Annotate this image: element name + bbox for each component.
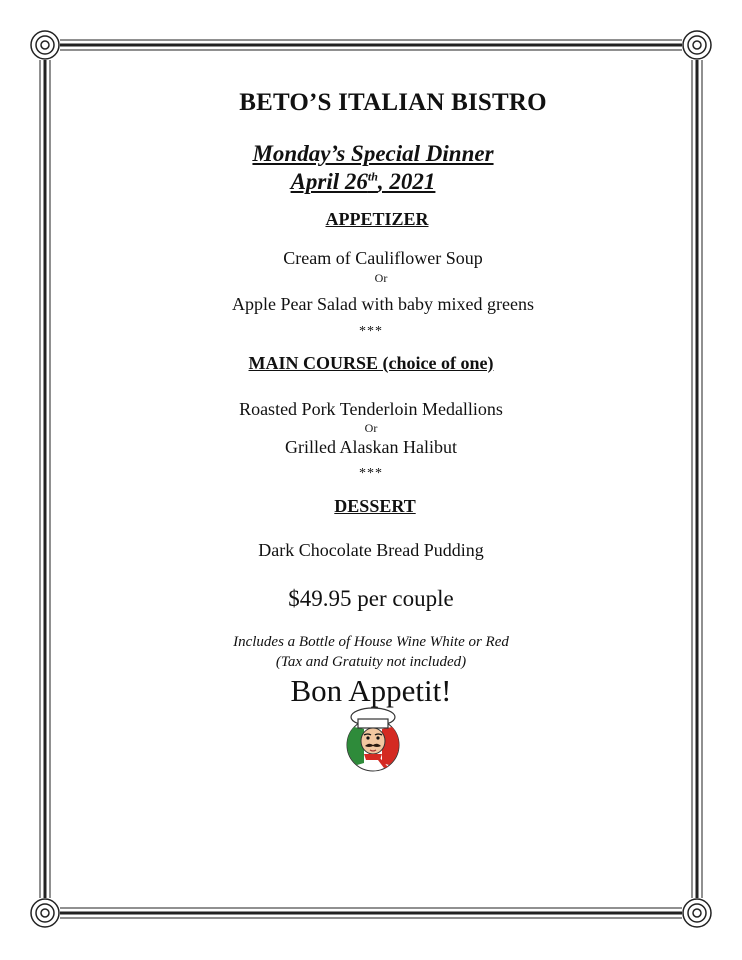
main-option-pork: Roasted Pork Tenderloin Medallions	[239, 399, 503, 419]
date-main: April 26	[290, 169, 368, 194]
closing-greeting: Bon Appetit!	[290, 673, 452, 708]
special-date-line	[0, 168, 742, 196]
main-course-heading: MAIN COURSE (choice of one)	[248, 353, 494, 373]
special-day-line: Monday’s Special Dinner	[252, 141, 494, 166]
separator-1: ***	[359, 324, 383, 339]
restaurant-title: BETO’S ITALIAN BISTRO	[239, 89, 547, 116]
dessert-item: Dark Chocolate Bread Pudding	[258, 540, 484, 560]
date-year: , 2021	[377, 169, 436, 194]
price: $49.95 per couple	[288, 586, 454, 611]
appetizer-option-salad: Apple Pear Salad with baby mixed greens	[232, 294, 534, 314]
date-ordinal: th	[367, 169, 378, 184]
special-dinner-heading	[2, 140, 742, 196]
main-or: Or	[364, 421, 378, 435]
chef-mascot-icon	[340, 705, 406, 773]
wine-note: Includes a Bottle of House Wine White or Red	[233, 634, 509, 650]
appetizer-or: Or	[374, 271, 388, 285]
dessert-heading: DESSERT	[334, 496, 416, 516]
main-option-halibut: Grilled Alaskan Halibut	[285, 437, 457, 457]
separator-2: ***	[359, 466, 383, 481]
appetizer-heading: APPETIZER	[325, 209, 429, 229]
appetizer-option-soup: Cream of Cauliflower Soup	[283, 248, 483, 268]
tax-note: (Tax and Gratuity not included)	[275, 654, 467, 670]
